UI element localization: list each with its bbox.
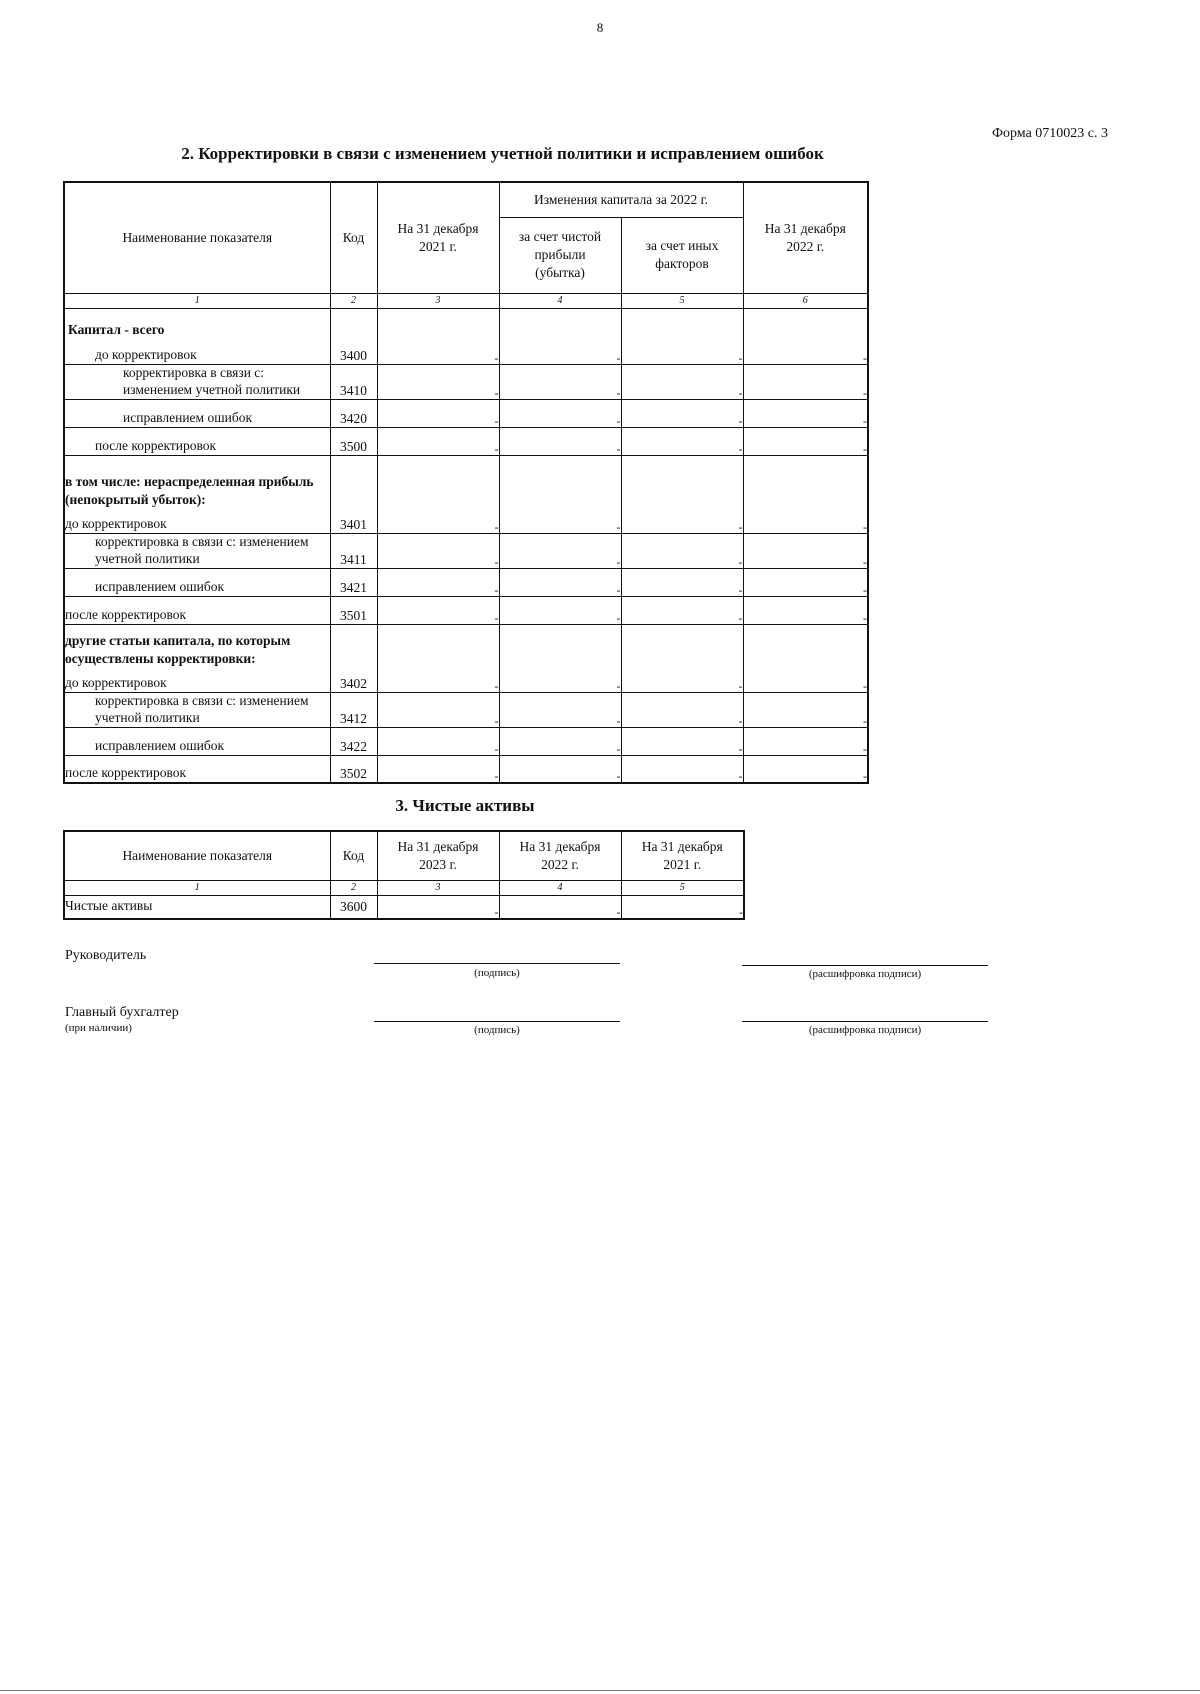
value-cell: -: [377, 533, 499, 568]
col-number: 4: [499, 293, 621, 308]
row-code: 3411: [330, 533, 377, 568]
value-cell: -: [621, 399, 743, 427]
row-label: корректировка в связи с: изменением учетной политики: [64, 364, 330, 399]
header-code: Код: [330, 831, 377, 880]
value-cell: -: [621, 568, 743, 596]
value-cell: -: [621, 427, 743, 455]
row-code: 3501: [330, 596, 377, 624]
value-cell: -: [377, 596, 499, 624]
value-cell: -: [743, 596, 868, 624]
row-label: после корректировок: [64, 427, 330, 455]
row-label-text: до корректировок: [65, 515, 167, 531]
table-row: [64, 399, 868, 427]
value-cell: -: [377, 895, 499, 919]
header-2022: На 31 декабря 2022 г.: [499, 831, 621, 880]
row-code: 3500: [330, 427, 377, 455]
table-row: [64, 533, 868, 568]
table-row: [64, 727, 868, 755]
row-code: 3401: [330, 455, 377, 533]
row-code: 3421: [330, 568, 377, 596]
section-2-title: 2. Корректировки в связи с изменением учетной политики и исправлением ошибок: [181, 144, 824, 163]
table-row: [64, 895, 744, 919]
value-cell: -: [499, 624, 621, 692]
section-3-title: 3. Чистые активы: [395, 796, 535, 815]
value-cell: -: [743, 755, 868, 783]
value-cell: -: [743, 727, 868, 755]
header-other-factors: за счет иных факторов: [621, 217, 743, 293]
value-cell: -: [621, 533, 743, 568]
head-label: Руководитель: [65, 948, 147, 963]
value-cell: -: [499, 727, 621, 755]
row-label: корректировка в связи с: изменением учетной политики: [64, 533, 330, 568]
value-cell: -: [499, 399, 621, 427]
accountant-label: Главный бухгалтер: [65, 1005, 179, 1020]
row-code: 3422: [330, 727, 377, 755]
value-cell: -: [621, 308, 743, 364]
value-cell: -: [743, 308, 868, 364]
col-number: 6: [743, 293, 868, 308]
form-reference: Форма 0710023 с. 3: [991, 126, 1108, 141]
value-cell: -: [499, 568, 621, 596]
col-number: 5: [621, 880, 744, 895]
header-capital-changes: Изменения капитала за 2022 г.: [499, 182, 743, 217]
head-decode-caption: (расшифровка подписи): [808, 968, 922, 980]
header-name: Наименование показателя: [64, 831, 330, 880]
col-number: 1: [64, 880, 330, 895]
accountant-decode-caption: (расшифровка подписи): [808, 1024, 922, 1036]
value-cell: -: [743, 692, 868, 727]
value-cell: -: [621, 455, 743, 533]
header-net-profit: за счет чистой прибыли (убытка): [499, 217, 621, 293]
head-signature-line: [374, 963, 620, 964]
value-cell: -: [499, 364, 621, 399]
value-cell: -: [377, 568, 499, 596]
table-row: [64, 624, 868, 692]
value-cell: -: [743, 624, 868, 692]
net-assets-table: [63, 830, 745, 920]
header-2023: На 31 декабря 2023 г.: [377, 831, 499, 880]
table-row: [64, 427, 868, 455]
value-cell: -: [621, 755, 743, 783]
accountant-note: (при наличии): [65, 1022, 132, 1034]
accountant-signature-caption: (подпись): [474, 1024, 520, 1036]
row-label: Чистые активы: [64, 895, 330, 919]
value-cell: -: [377, 308, 499, 364]
value-cell: -: [377, 399, 499, 427]
value-cell: -: [499, 596, 621, 624]
row-label: исправлением ошибок: [64, 399, 330, 427]
value-cell: -: [377, 427, 499, 455]
corrections-table: [63, 181, 869, 784]
group-header-retained-earnings: в том числе: нераспределенная прибыль (непокрытый убыток):: [65, 474, 314, 508]
row-label: [64, 455, 330, 533]
value-cell: -: [377, 624, 499, 692]
value-cell: -: [499, 427, 621, 455]
row-code: 3412: [330, 692, 377, 727]
row-label-text: до корректировок: [65, 674, 167, 690]
row-label-text: до корректировок: [95, 346, 197, 362]
head-decode-line: [742, 965, 988, 966]
value-cell: -: [743, 427, 868, 455]
value-cell: -: [621, 624, 743, 692]
col-number: 3: [377, 293, 499, 308]
value-cell: -: [743, 568, 868, 596]
group-header-capital: Капитал - всего: [68, 321, 165, 337]
col-number: 3: [377, 880, 499, 895]
col-number: 2: [330, 880, 377, 895]
col-number: 2: [330, 293, 377, 308]
table-row: [64, 364, 868, 399]
value-cell: -: [621, 692, 743, 727]
head-signature-caption: (подпись): [474, 967, 520, 979]
row-label: корректировка в связи с: изменением учетной политики: [64, 692, 330, 727]
value-cell: -: [621, 364, 743, 399]
row-code: 3400: [330, 308, 377, 364]
value-cell: -: [377, 755, 499, 783]
value-cell: -: [621, 727, 743, 755]
value-cell: -: [743, 399, 868, 427]
header-2021: На 31 декабря 2021 г.: [621, 831, 744, 880]
col-number: 1: [64, 293, 330, 308]
value-cell: -: [743, 533, 868, 568]
header-code: Код: [330, 182, 377, 293]
group-header-other-capital: другие статьи капитала, по которым осуществлены корректировки:: [65, 633, 291, 667]
accountant-decode-line: [742, 1021, 988, 1022]
table-row: [64, 596, 868, 624]
row-code: 3420: [330, 399, 377, 427]
table-row: [64, 308, 868, 364]
row-code: 3402: [330, 624, 377, 692]
row-label: [64, 308, 330, 364]
table-row: [64, 692, 868, 727]
value-cell: -: [621, 895, 744, 919]
value-cell: -: [377, 727, 499, 755]
value-cell: -: [499, 455, 621, 533]
value-cell: -: [499, 533, 621, 568]
value-cell: -: [377, 364, 499, 399]
page-number: 8: [596, 20, 604, 35]
col-number: 5: [621, 293, 743, 308]
value-cell: -: [499, 692, 621, 727]
value-cell: -: [499, 308, 621, 364]
value-cell: -: [377, 692, 499, 727]
page-bottom-edge: [0, 1690, 1200, 1691]
value-cell: -: [499, 755, 621, 783]
row-label: после корректировок: [64, 596, 330, 624]
table-row: [64, 755, 868, 783]
header-start-2021: На 31 декабря 2021 г.: [377, 182, 499, 293]
table-row: [64, 455, 868, 533]
row-label: после корректировок: [64, 755, 330, 783]
row-code: 3502: [330, 755, 377, 783]
value-cell: -: [621, 596, 743, 624]
value-cell: -: [743, 455, 868, 533]
value-cell: -: [499, 895, 621, 919]
row-label: [64, 624, 330, 692]
header-end-2022: На 31 декабря 2022 г.: [743, 182, 868, 293]
row-code: 3410: [330, 364, 377, 399]
row-code: 3600: [330, 895, 377, 919]
header-name: Наименование показателя: [64, 182, 330, 293]
row-label: исправлением ошибок: [64, 568, 330, 596]
row-label: исправлением ошибок: [64, 727, 330, 755]
value-cell: -: [377, 455, 499, 533]
value-cell: -: [743, 364, 868, 399]
table-row: [64, 568, 868, 596]
accountant-signature-line: [374, 1021, 620, 1022]
col-number: 4: [499, 880, 621, 895]
